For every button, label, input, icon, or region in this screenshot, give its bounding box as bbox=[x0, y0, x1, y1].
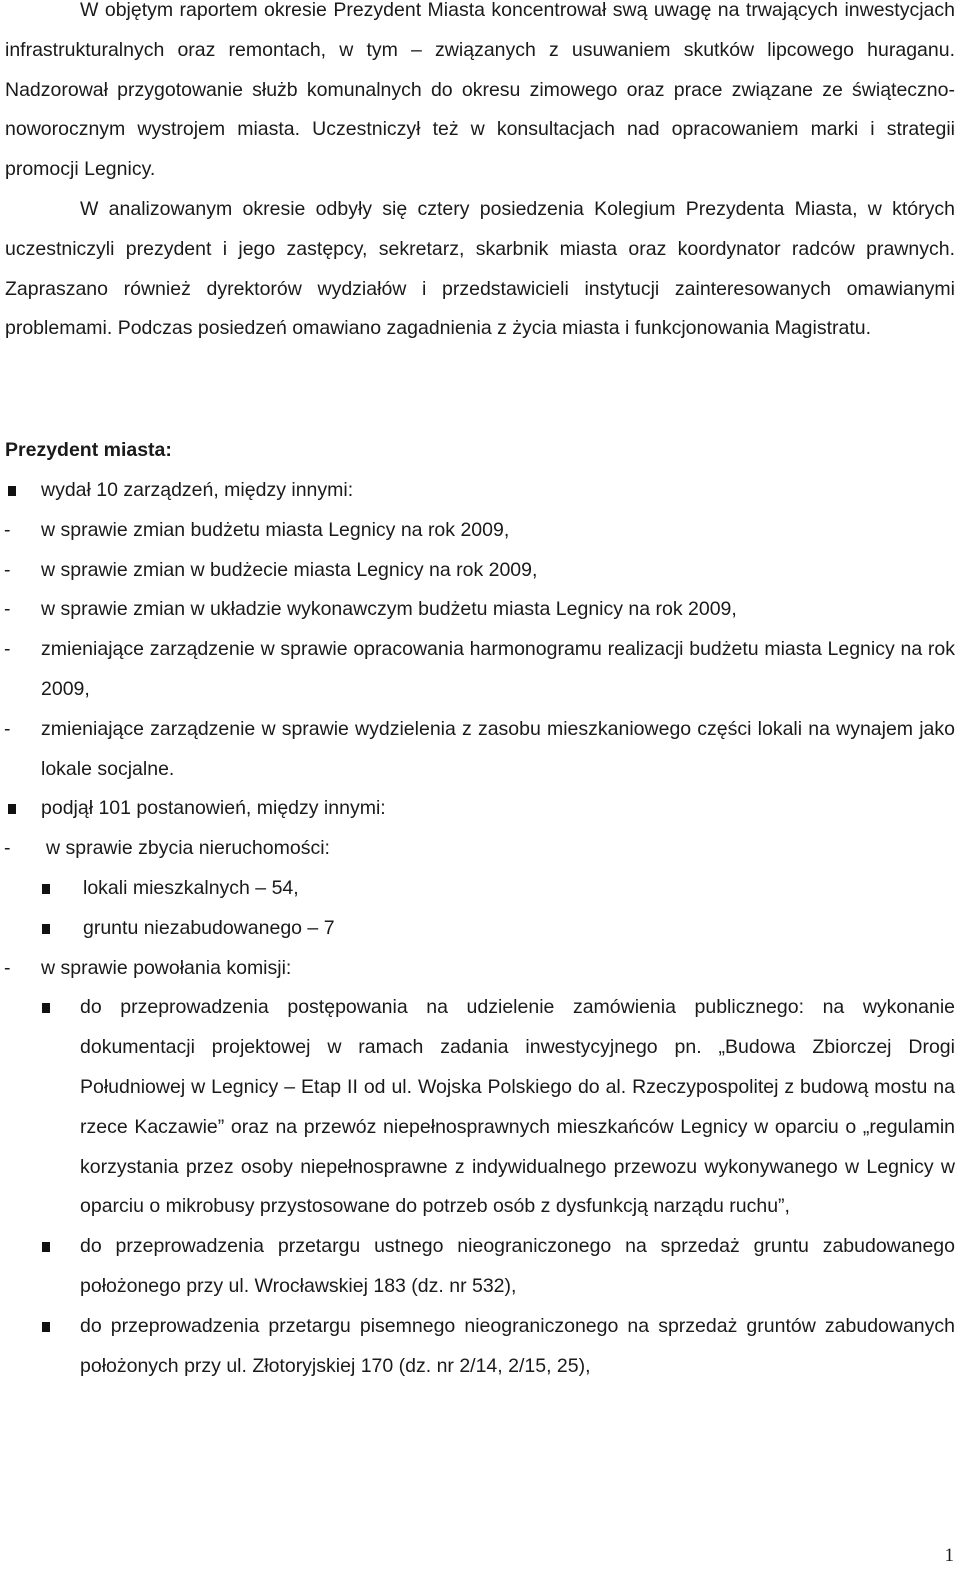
list-item bbox=[0, 551, 955, 591]
list-item-sale bbox=[0, 829, 955, 869]
list-item-text: do przeprowadzenia postępowania na udzielenie zamówienia publicznego: na wykonanie dokumentacji projektowej w ramach zadania inwestycyjnego pn. „Budowa Zbiorczej Drogi Południowej w Legnicy – Etap II od ul. Wojska Polskiego do al. Rzeczypospolitej z budową mostu na rzece Kaczawie” oraz na przewóz niepełnosprawnych mieszkańców Legnicy w oparciu o „regulamin korzystania przez osoby niepełnosprawne z indywidualnego przewozu wykonywanego w Legnicy w oparciu o mikrobusy przystosowane do potrzeb osób z dysfunkcją narządu ruchu”, bbox=[80, 996, 955, 1218]
list-item-text: wydał 10 zarządzeń, między innymi: bbox=[41, 479, 354, 501]
square-bullet-icon bbox=[42, 1227, 50, 1267]
dash-marker: - bbox=[4, 956, 11, 979]
list-item-resolutions bbox=[0, 789, 955, 829]
section-title: Prezydent miasta: bbox=[5, 439, 172, 461]
list-item bbox=[0, 630, 955, 710]
dash-marker: - bbox=[4, 598, 11, 621]
list-item-ordinances bbox=[0, 471, 955, 511]
square-bullet-icon bbox=[8, 471, 16, 511]
square-bullet-icon bbox=[42, 988, 50, 1028]
intro-paragraph: W objętym raportem okresie Prezydent Miasta koncentrował swą uwagę na trwających inwestycjach infrastrukturalnych oraz remontach, w tym – związanych z usuwaniem skutków lipcowego huraganu. Nadzorował przygotowanie służb komunalnych do okresu zimowego oraz prace związane ze świąteczno-noworocznym wystrojem miasta. Uczestniczył też w konsultacjach nad opracowaniem marki i strategii promocji Legnicy. bbox=[5, 0, 955, 181]
dash-marker: - bbox=[4, 638, 11, 661]
kolegium-paragraph: W analizowanym okresie odbyły się cztery posiedzenia Kolegium Prezydenta Miasta, w których uczestniczyli prezydent i jego zastępcy, sekretarz, skarbnik miasta oraz koordynator radców prawnych. Zapraszano również dyrektorów wydziałów i przedstawicieli instytucji zainteresowanych omawianymi problemami. Podczas posiedzeń omawiano zagadnienia z życia miasta i funkcjonowania Magistratu. bbox=[5, 198, 955, 340]
sub-list-item bbox=[0, 988, 955, 1227]
dash-marker: - bbox=[4, 518, 11, 541]
page-number: 1 bbox=[944, 1545, 954, 1566]
activity-list bbox=[0, 471, 960, 1386]
list-item bbox=[0, 590, 955, 630]
list-item bbox=[0, 511, 955, 551]
dash-marker: - bbox=[4, 717, 11, 740]
square-bullet-icon bbox=[42, 1307, 50, 1347]
list-item-text: w sprawie zmian budżetu miasta Legnicy na rok 2009, bbox=[41, 518, 510, 541]
sub-list-item bbox=[0, 869, 955, 909]
list-item bbox=[0, 710, 955, 790]
square-bullet-icon bbox=[42, 909, 50, 949]
sub-list-item bbox=[0, 1227, 955, 1307]
list-item-commission bbox=[0, 949, 955, 989]
list-item-text: podjął 101 postanowień, między innymi: bbox=[41, 797, 386, 820]
list-item-text: do przeprowadzenia przetargu pisemnego nieograniczonego na sprzedaż gruntów zabudowanych położonych przy ul. Złotoryjskiej 170 (dz. nr 2/14, 2/15, 25), bbox=[80, 1314, 955, 1377]
list-item-text: w sprawie powołania komisji: bbox=[41, 956, 292, 979]
dash-marker: - bbox=[4, 837, 11, 860]
list-item-text: w sprawie zbycia nieruchomości: bbox=[46, 837, 330, 860]
dash-marker: - bbox=[4, 558, 11, 581]
list-item-text: gruntu niezabudowanego – 7 bbox=[83, 916, 335, 939]
list-item-text: w sprawie zmian w układzie wykonawczym budżetu miasta Legnicy na rok 2009, bbox=[41, 598, 737, 621]
list-item-text: zmieniające zarządzenie w sprawie wydzielenia z zasobu mieszkaniowego części lokali na wynajem jako lokale socjalne. bbox=[41, 717, 955, 780]
square-bullet-icon bbox=[8, 789, 16, 829]
list-item-text: lokali mieszkalnych – 54, bbox=[83, 876, 299, 899]
sub-list-item bbox=[0, 909, 955, 949]
list-item-text: do przeprowadzenia przetargu ustnego nieograniczonego na sprzedaż gruntu zabudowanego położonego przy ul. Wrocławskiej 183 (dz. nr 532), bbox=[80, 1235, 955, 1297]
list-item-text: w sprawie zmian w budżecie miasta Legnicy na rok 2009, bbox=[41, 558, 538, 581]
sub-list-item bbox=[0, 1307, 955, 1387]
square-bullet-icon bbox=[42, 869, 50, 909]
list-item-text: zmieniające zarządzenie w sprawie opracowania harmonogramu realizacji budżetu miasta Legnicy na rok 2009, bbox=[41, 638, 955, 700]
